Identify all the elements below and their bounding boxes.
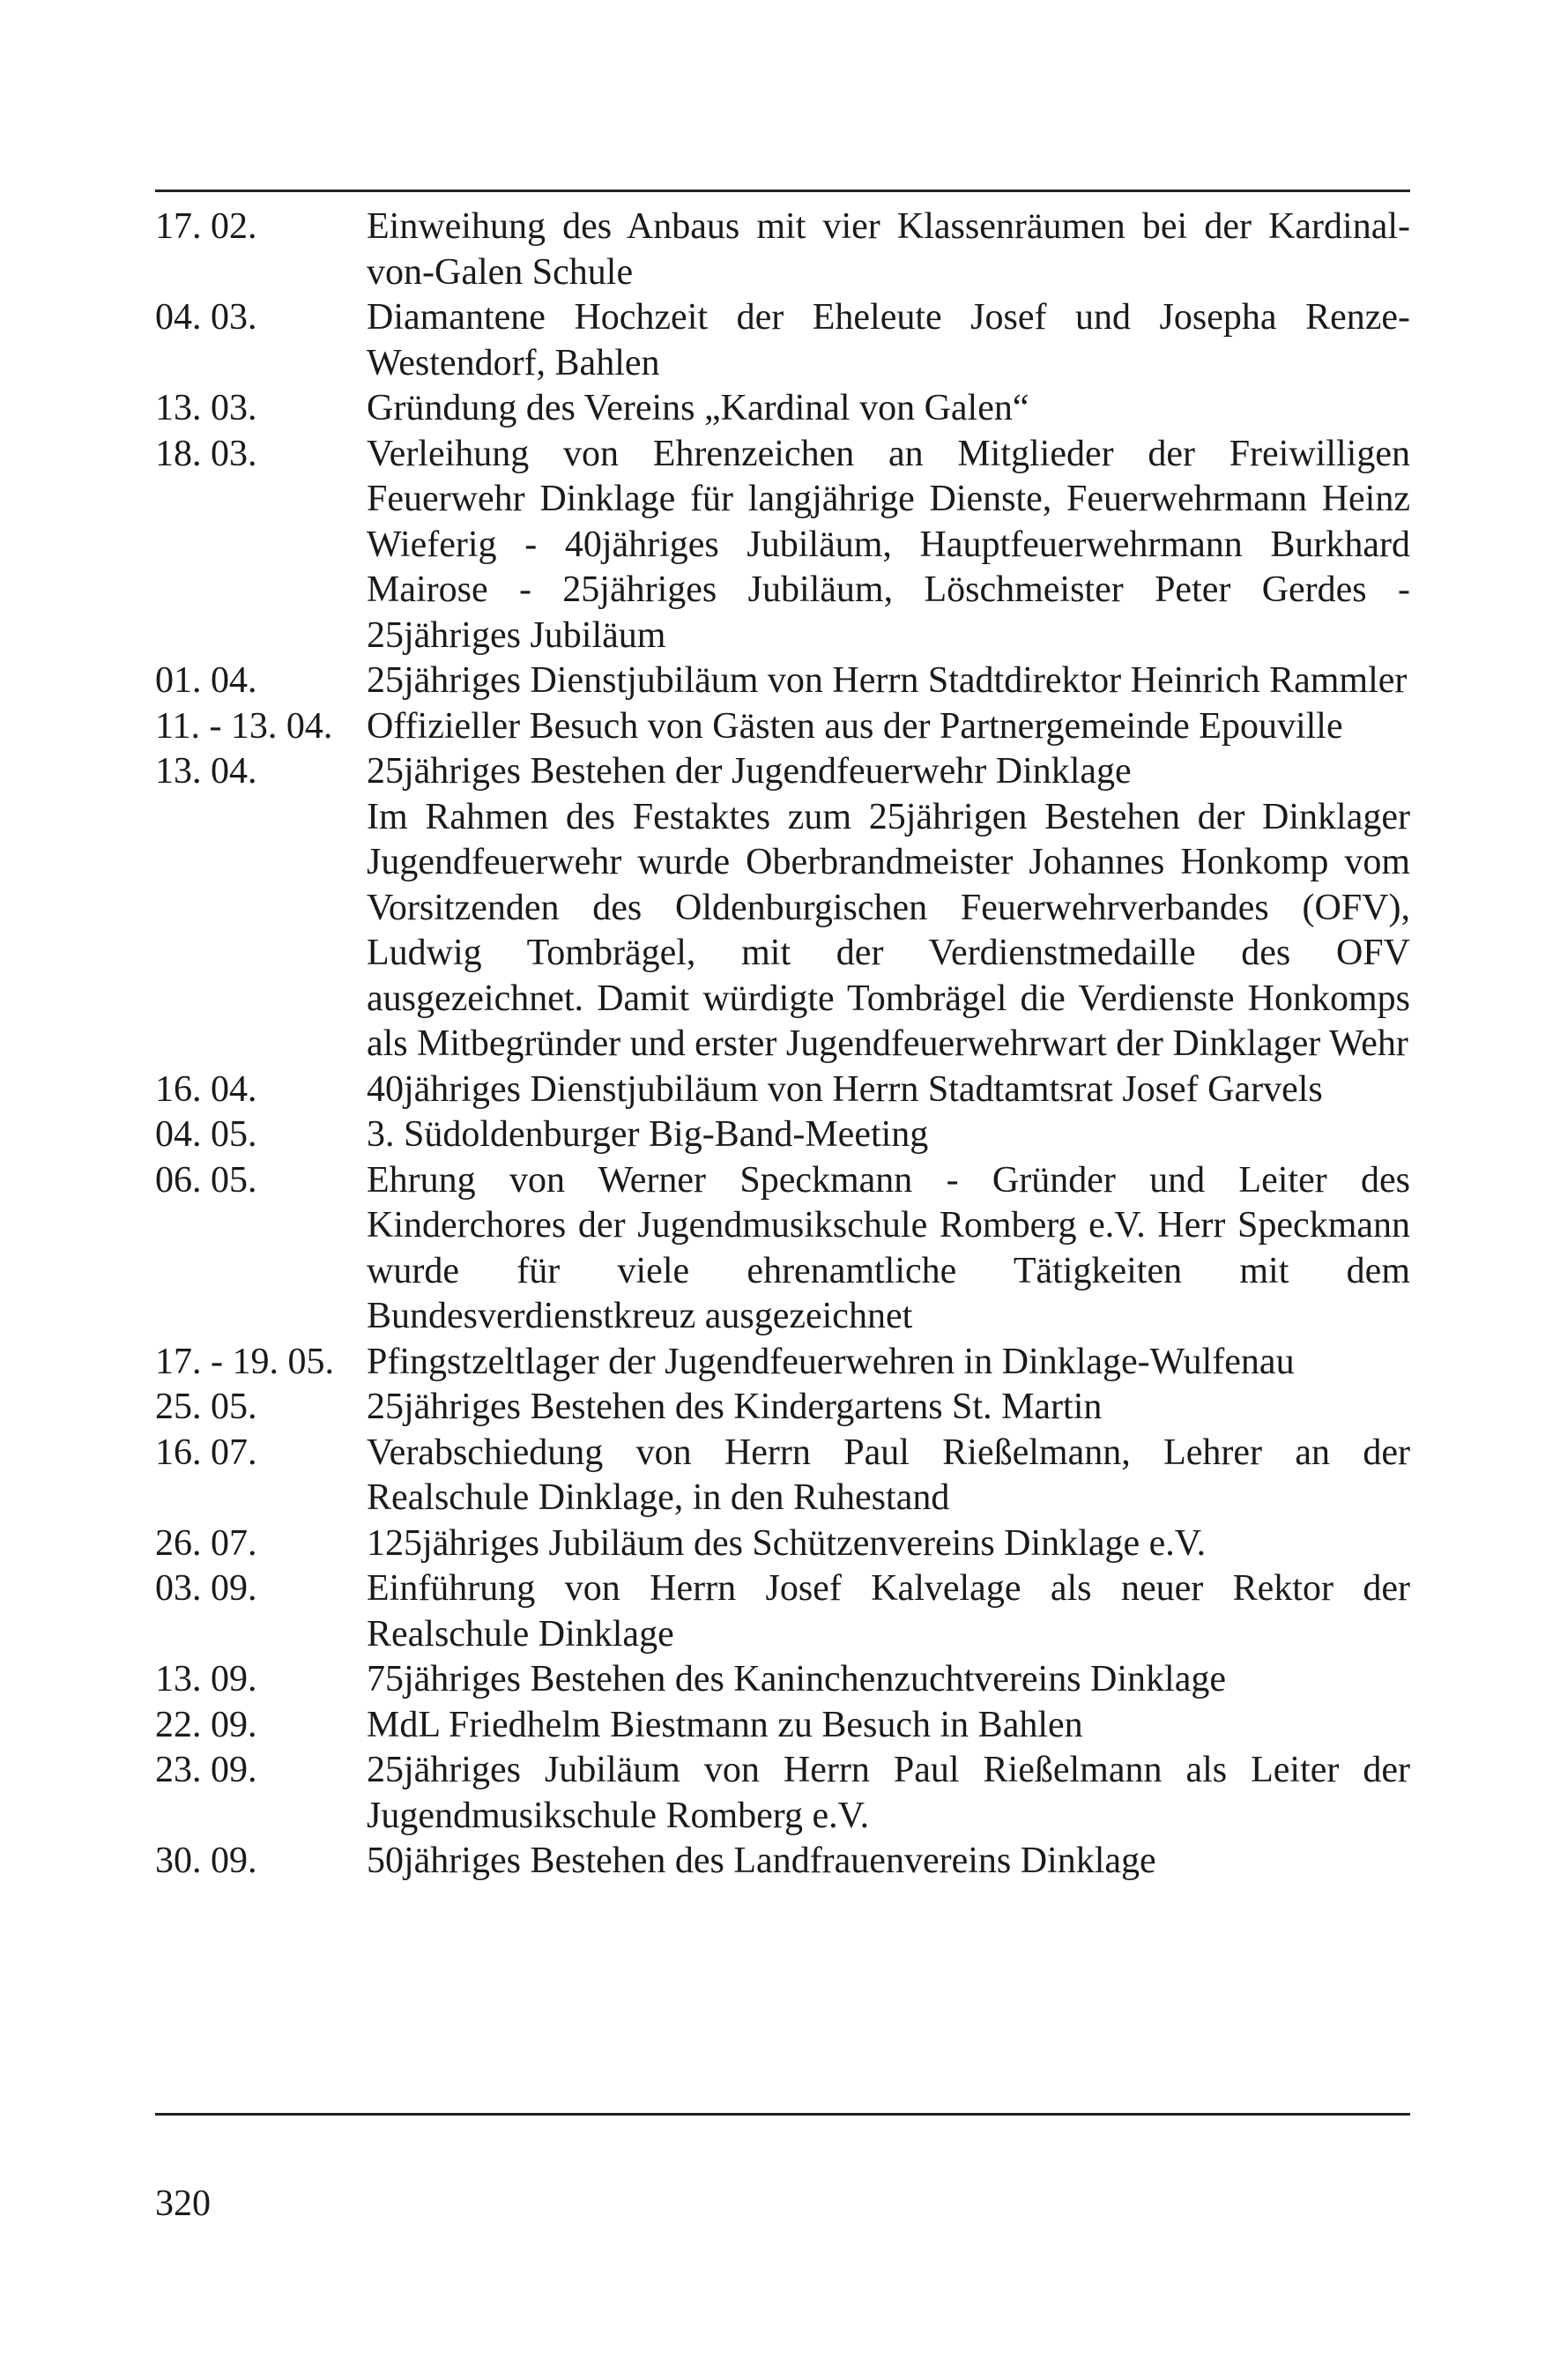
entry-text [367,1703,1410,1749]
entry-date: 30. 09. [155,1841,257,1881]
chronicle-entry [155,1158,1410,1340]
chronicle-entry [155,1067,1410,1113]
entry-line: 50jähriges Bestehen des Landfrauenvereins Dinklage [367,1841,1156,1881]
entry-line: 75jähriges Bestehen des Kaninchenzuchtvereins Dinklage [367,1659,1227,1699]
chronicle-entry [155,1748,1410,1839]
chronicle-entry [155,749,1410,1067]
entry-text [367,1657,1410,1703]
entry-text [367,1112,1410,1158]
entry-line: MdL Friedhelm Biestmann zu Besuch in Bahlen [367,1704,1083,1745]
entry-date: 16. 07. [155,1432,257,1473]
chronicle-entry [155,1521,1410,1567]
chronicle-entry [155,386,1410,432]
entry-date: 17. 02. [155,206,257,247]
chronicle-entry [155,432,1410,659]
chronicle-entry [155,1112,1410,1158]
chronicle-entry [155,1340,1410,1386]
entry-text [367,1158,1410,1340]
entry-text [367,1566,1410,1657]
entry-line: 40jähriges Dienstjubiläum von Herrn Stadtamtsrat Josef Garvels [367,1068,1323,1110]
entry-date: 04. 05. [155,1114,257,1155]
entry-text [367,1067,1410,1113]
entry-line: 25jähriges Jubiläum von Herrn Paul Rießelmann als Leiter der Jugendmusikschule Romberg e.V. [367,1750,1410,1836]
entry-date: 17. - 19. 05. [155,1341,334,1382]
entry-text [367,1839,1410,1885]
entry-date: 23. 09. [155,1750,257,1790]
entry-line: Ehrung von Werner Speckmann - Gründer und Leiter des Kinderchores der Jugendmusikschule Romberg e.V. Herr Speckmann wurde für viele ehrenamtliche Tätigkeiten mit dem Bundesverdienstkreuz ausgezeichnet [367,1159,1410,1336]
page-number: 320 [155,2183,211,2224]
entry-text [367,295,1410,386]
entry-date: 13. 09. [155,1659,257,1699]
entry-date: 18. 03. [155,433,257,474]
entry-text [367,205,1410,295]
entry-line: Einweihung des Anbaus mit vier Klassenräumen bei der Kardinal-von-Galen Schule [367,206,1410,293]
entry-date: 13. 04. [155,751,257,792]
entry-text [367,432,1410,659]
entry-line: 25jähriges Bestehen des Kindergartens St. Martin [367,1387,1103,1427]
entry-line: 25jähriges Dienstjubiläum von Herrn Stadtdirektor Heinrich Rammler [367,660,1408,701]
entry-date: 11. - 13. 04. [155,705,333,747]
entry-line: 25jähriges Bestehen der Jugendfeuerwehr Dinklage [367,751,1132,792]
chronicle-entry [155,1385,1410,1431]
entry-line: Verabschiedung von Herrn Paul Rießelmann, Lehrer an der Realschule Dinklage, in den Ruhestand [367,1432,1410,1518]
entry-text [367,658,1410,704]
entry-text [367,704,1410,750]
entry-text [367,1521,1410,1567]
chronicle-entry [155,295,1410,386]
entry-line: Offizieller Besuch von Gästen aus der Partnergemeinde Epouville [367,705,1343,747]
entry-date: 16. 04. [155,1068,257,1110]
entry-line: 125jähriges Jubiläum des Schützenvereins Dinklage e.V. [367,1522,1207,1564]
chronicle-entry [155,205,1410,295]
entry-text [367,1431,1410,1521]
chronicle-entry [155,1431,1410,1521]
entry-date: 01. 04. [155,660,257,701]
entry-line: Einführung von Herrn Josef Kalvelage als neuer Rektor der Realschule Dinklage [367,1568,1410,1655]
entry-line: 3. Südoldenburger Big-Band-Meeting [367,1114,929,1155]
entry-line: Gründung des Vereins „Kardinal von Galen“ [367,388,1029,428]
chronicle-entry [155,1703,1410,1749]
top-rule [155,190,1410,192]
entry-text [367,1748,1410,1839]
chronicle-entry [155,704,1410,750]
chronicle-entry [155,1566,1410,1657]
chronicle-list [155,205,1410,1885]
entry-text [367,749,1410,1067]
chronicle-entry [155,1839,1410,1885]
entry-date: 22. 09. [155,1704,257,1745]
entry-date: 04. 03. [155,297,257,338]
entry-date: 13. 03. [155,388,257,428]
chronicle-entry [155,658,1410,704]
entry-text [367,1340,1410,1386]
entry-line: Im Rahmen des Festaktes zum 25jährigen Bestehen der Dinklager Jugendfeuerwehr wurde Oberbrandmeister Johannes Honkomp vom Vorsitzenden des Oldenburgischen Feuerwehrverbandes (OFV), Ludwig Tombrägel, mit der Verdienstmedaille des OFV ausgezeichnet. Damit würdigte Tombrägel die Verdienste Honkomps als Mitbegründer und erster Jugendfeuerwehrwart der Dinklager Wehr [367,796,1410,1064]
entry-date: 25. 05. [155,1387,257,1427]
entry-date: 26. 07. [155,1522,257,1564]
entry-date: 03. 09. [155,1568,257,1609]
bottom-rule [155,2113,1410,2116]
entry-text [367,1385,1410,1431]
entry-line: Pfingstzeltlager der Jugendfeuerwehren in Dinklage-Wulfenau [367,1341,1295,1382]
entry-line: Verleihung von Ehrenzeichen an Mitglieder der Freiwilligen Feuerwehr Dinklage für langjährige Dienste, Feuerwehrmann Heinz Wieferig - 40jähriges Jubiläum, Hauptfeuerwehrmann Burkhard Mairose - 25jähriges Jubiläum, Löschmeister Peter Gerdes - 25jähriges Jubiläum [367,433,1410,656]
entry-text [367,386,1410,432]
chronicle-entry [155,1657,1410,1703]
entry-line: Diamantene Hochzeit der Eheleute Josef und Josepha Renze-Westendorf, Bahlen [367,297,1410,383]
entry-date: 06. 05. [155,1159,257,1201]
